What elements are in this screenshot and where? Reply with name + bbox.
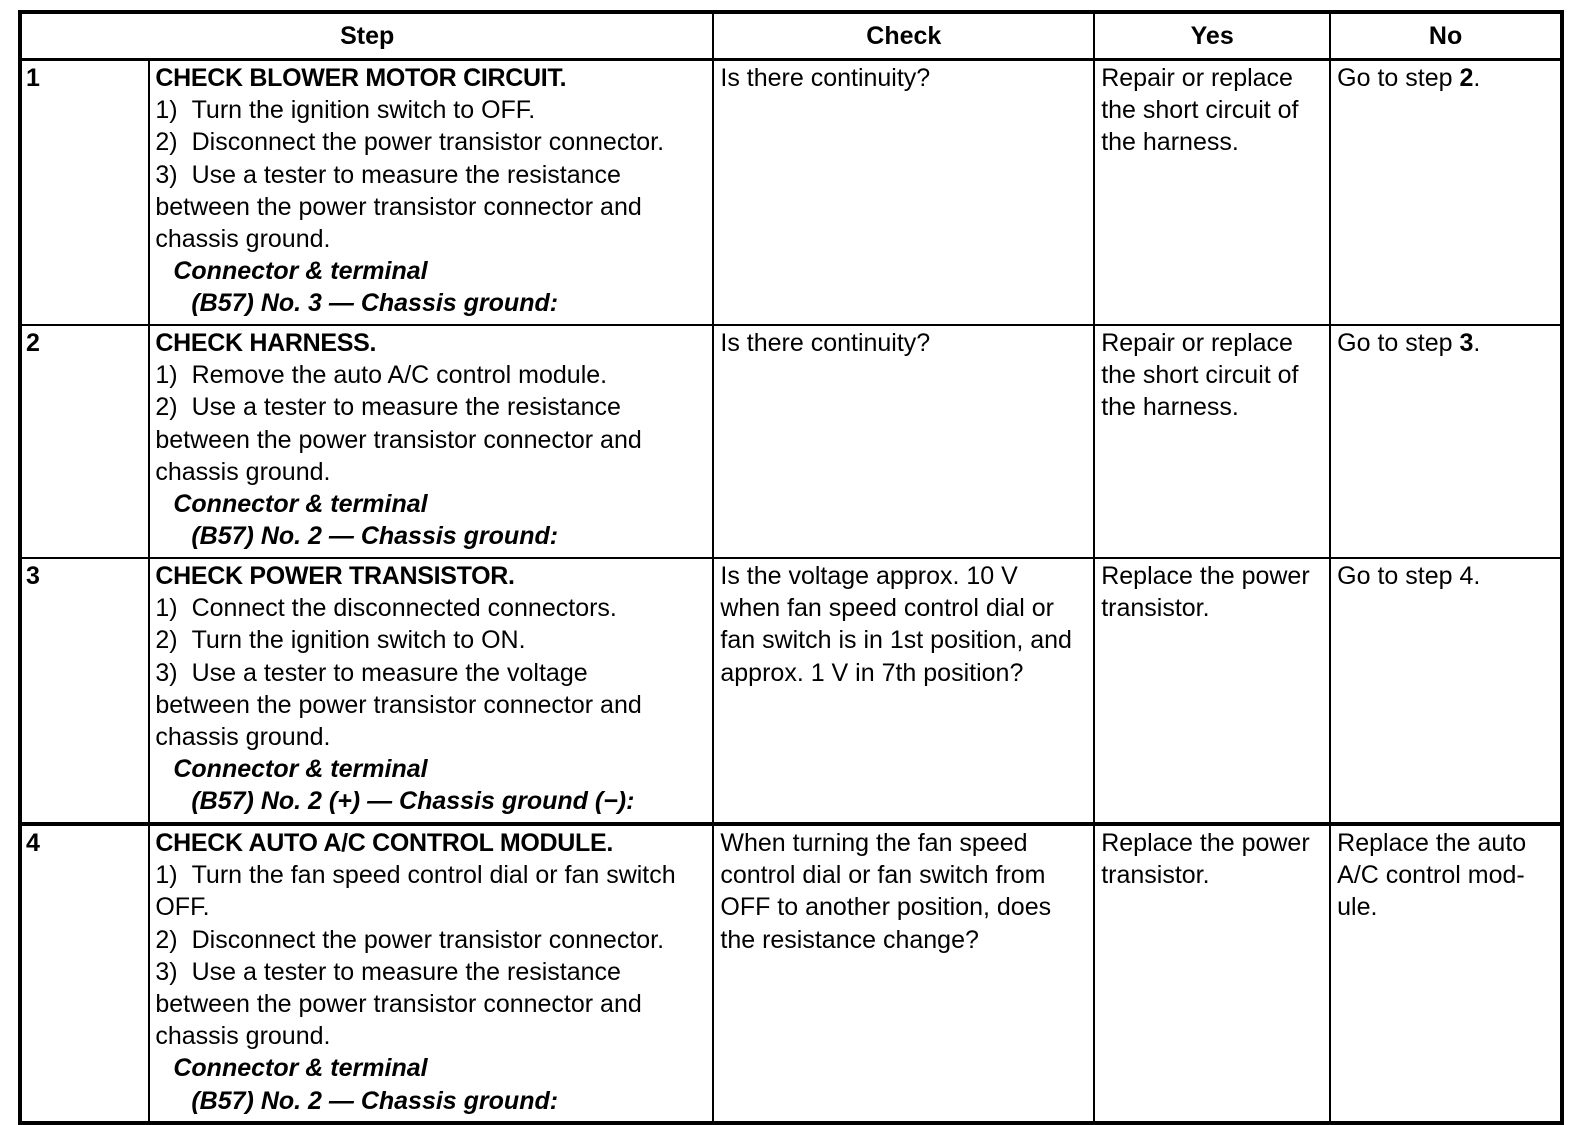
substep: 1) Turn the ignition switch to OFF.	[155, 96, 536, 125]
table-row-step-4	[20, 824, 1562, 1123]
substep: 1) Connect the disconnected connectors.	[155, 594, 617, 623]
substep: 3) Use a tester to measure the resistance	[155, 160, 621, 189]
step-title: CHECK AUTO A/C CONTROL MODULE.	[155, 829, 614, 857]
connector-value: (B57) No. 3 — Chassis ground:	[191, 289, 559, 318]
table-row-step-1	[20, 60, 1562, 326]
connector-label: Connector & terminal	[173, 490, 428, 519]
substep: 1) Turn the fan speed control dial or fan switch	[155, 861, 676, 890]
substep: 1) Remove the auto A/C control module.	[155, 361, 608, 390]
substep-continuation: chassis ground.	[155, 1022, 331, 1051]
check-cell: Is there continuity?	[713, 60, 1094, 326]
check-cell: When turning the fan speed control dial or fan switch from OFF to another position, does the resistance change?	[713, 824, 1094, 1123]
check-cell: Is the voltage approx. 10 V when fan speed control dial or fan switch is in 1st position, and approx. 1 V in 7th position?	[713, 558, 1094, 824]
step-instructions	[149, 824, 713, 1123]
connector-value: (B57) No. 2 — Chassis ground:	[191, 522, 559, 551]
substep-continuation: OFF.	[155, 893, 210, 922]
no-cell: Replace the auto A/C control mod- ule.	[1330, 824, 1562, 1123]
yes-cell: Repair or replace the short circuit of the harness.	[1094, 60, 1330, 326]
no-cell: Go to step 2.	[1330, 60, 1562, 326]
connector-label: Connector & terminal	[173, 755, 428, 784]
substep-continuation: between the power transistor connector and	[155, 990, 642, 1019]
step-instructions	[149, 60, 713, 326]
no-cell: Go to step 4.	[1330, 558, 1562, 824]
step-number: 1	[20, 60, 149, 326]
step-number: 4	[20, 824, 149, 1123]
connector-label: Connector & terminal	[173, 257, 428, 286]
goto-step-number: 3	[1459, 329, 1474, 357]
yes-cell: Replace the power transistor.	[1094, 824, 1330, 1123]
substep: 2) Disconnect the power transistor connector.	[155, 925, 665, 954]
connector-value: (B57) No. 2 (+) — Chassis ground (−):	[191, 787, 635, 816]
connector-value: (B57) No. 2 — Chassis ground:	[191, 1086, 559, 1115]
substep: 2) Disconnect the power transistor connector.	[155, 128, 665, 157]
substep: 2) Use a tester to measure the resistance	[155, 393, 621, 422]
header-yes: Yes	[1094, 12, 1330, 60]
header-no: No	[1330, 12, 1562, 60]
troubleshooting-table	[18, 10, 1564, 1125]
step-number: 2	[20, 325, 149, 558]
no-cell: Go to step 3.	[1330, 325, 1562, 558]
step-title: CHECK POWER TRANSISTOR.	[155, 562, 515, 590]
table-row-step-3	[20, 558, 1562, 824]
step-number: 3	[20, 558, 149, 824]
step-instructions	[149, 558, 713, 824]
step-title: CHECK HARNESS.	[155, 329, 377, 357]
substep: 3) Use a tester to measure the voltage	[155, 658, 588, 687]
substep-continuation: between the power transistor connector and	[155, 425, 642, 454]
substep-continuation: between the power transistor connector and	[155, 192, 642, 221]
yes-cell: Replace the power transistor.	[1094, 558, 1330, 824]
table-header-row	[20, 12, 1562, 60]
check-cell: Is there continuity?	[713, 325, 1094, 558]
substep-continuation: chassis ground.	[155, 723, 331, 752]
table-row-step-2	[20, 325, 1562, 558]
goto-step-number: 2	[1459, 64, 1474, 92]
step-title: CHECK BLOWER MOTOR CIRCUIT.	[155, 64, 567, 92]
substep: 2) Turn the ignition switch to ON.	[155, 626, 526, 655]
substep-continuation: chassis ground.	[155, 225, 331, 254]
step-instructions	[149, 325, 713, 558]
substep: 3) Use a tester to measure the resistance	[155, 957, 621, 986]
header-check: Check	[713, 12, 1094, 60]
yes-cell: Repair or replace the short circuit of the harness.	[1094, 325, 1330, 558]
header-step: Step	[20, 12, 713, 60]
substep-continuation: chassis ground.	[155, 457, 331, 486]
connector-label: Connector & terminal	[173, 1054, 428, 1083]
substep-continuation: between the power transistor connector and	[155, 690, 642, 719]
